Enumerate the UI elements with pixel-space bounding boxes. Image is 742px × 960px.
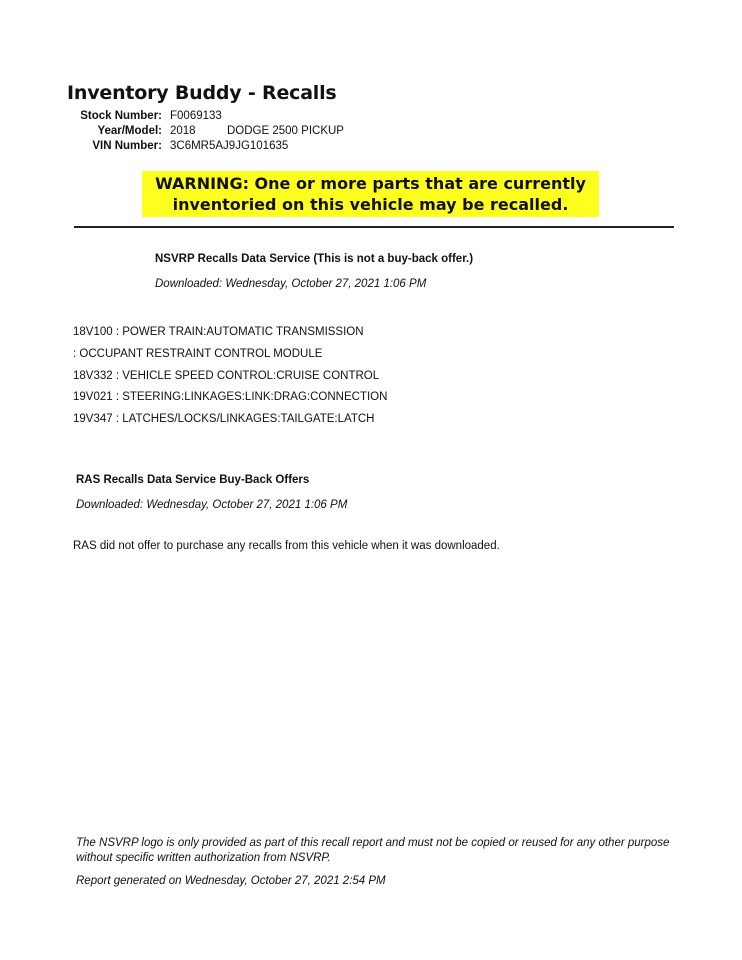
logo-disclaimer: The NSVRP logo is only provided as part of this recall report and must not be copied or reused for any other purpose without specific written authorization from NSVRP. (76, 837, 670, 864)
section-divider (74, 226, 674, 228)
recall-warning-banner (142, 171, 599, 217)
list-item: 19V021 : STEERING:LINKAGES:LINK:DRAG:CONNECTION (73, 391, 388, 404)
recall-list (73, 322, 387, 431)
year-value: 2018 (170, 125, 196, 137)
list-item: 18V332 : VEHICLE SPEED CONTROL:CRUISE CONTROL (73, 369, 380, 382)
ras-statement: RAS did not offer to purchase any recalls from this vehicle when it was downloaded. (73, 540, 500, 552)
list-item: 18V100 : POWER TRAIN:AUTOMATIC TRANSMISSION (73, 326, 364, 338)
model-value: DODGE 2500 PICKUP (227, 125, 344, 137)
list-item: : OCCUPANT RESTRAINT CONTROL MODULE (73, 347, 323, 360)
page-title: Inventory Buddy - Recalls (67, 82, 337, 104)
year-model-label: Year/Model: (97, 125, 162, 137)
report-generated-date: Report generated on Wednesday, October 27, 2021 2:54 PM (76, 875, 386, 887)
warning-line-1: WARNING: One or more parts that are currently (155, 174, 586, 193)
ras-section-title: RAS Recalls Data Service Buy-Back Offers (76, 474, 310, 486)
nsvrp-downloaded-date: Downloaded: Wednesday, October 27, 2021 1:06 PM (155, 278, 427, 290)
ras-downloaded-date: Downloaded: Wednesday, October 27, 2021 1:06 PM (76, 499, 348, 511)
nsvrp-section-title: NSVRP Recalls Data Service (This is not a buy-back offer.) (155, 253, 474, 265)
warning-line-2: inventoried on this vehicle may be recalled. (172, 195, 569, 214)
vin-number-label: VIN Number: (92, 140, 162, 152)
vin-number-value: 3C6MR5AJ9JG101635 (170, 140, 289, 152)
stock-number-label: Stock Number: (80, 110, 162, 122)
list-item: 19V347 : LATCHES/LOCKS/LINKAGES:TAILGATE:LATCH (73, 413, 375, 426)
stock-number-value: F0069133 (170, 110, 222, 122)
